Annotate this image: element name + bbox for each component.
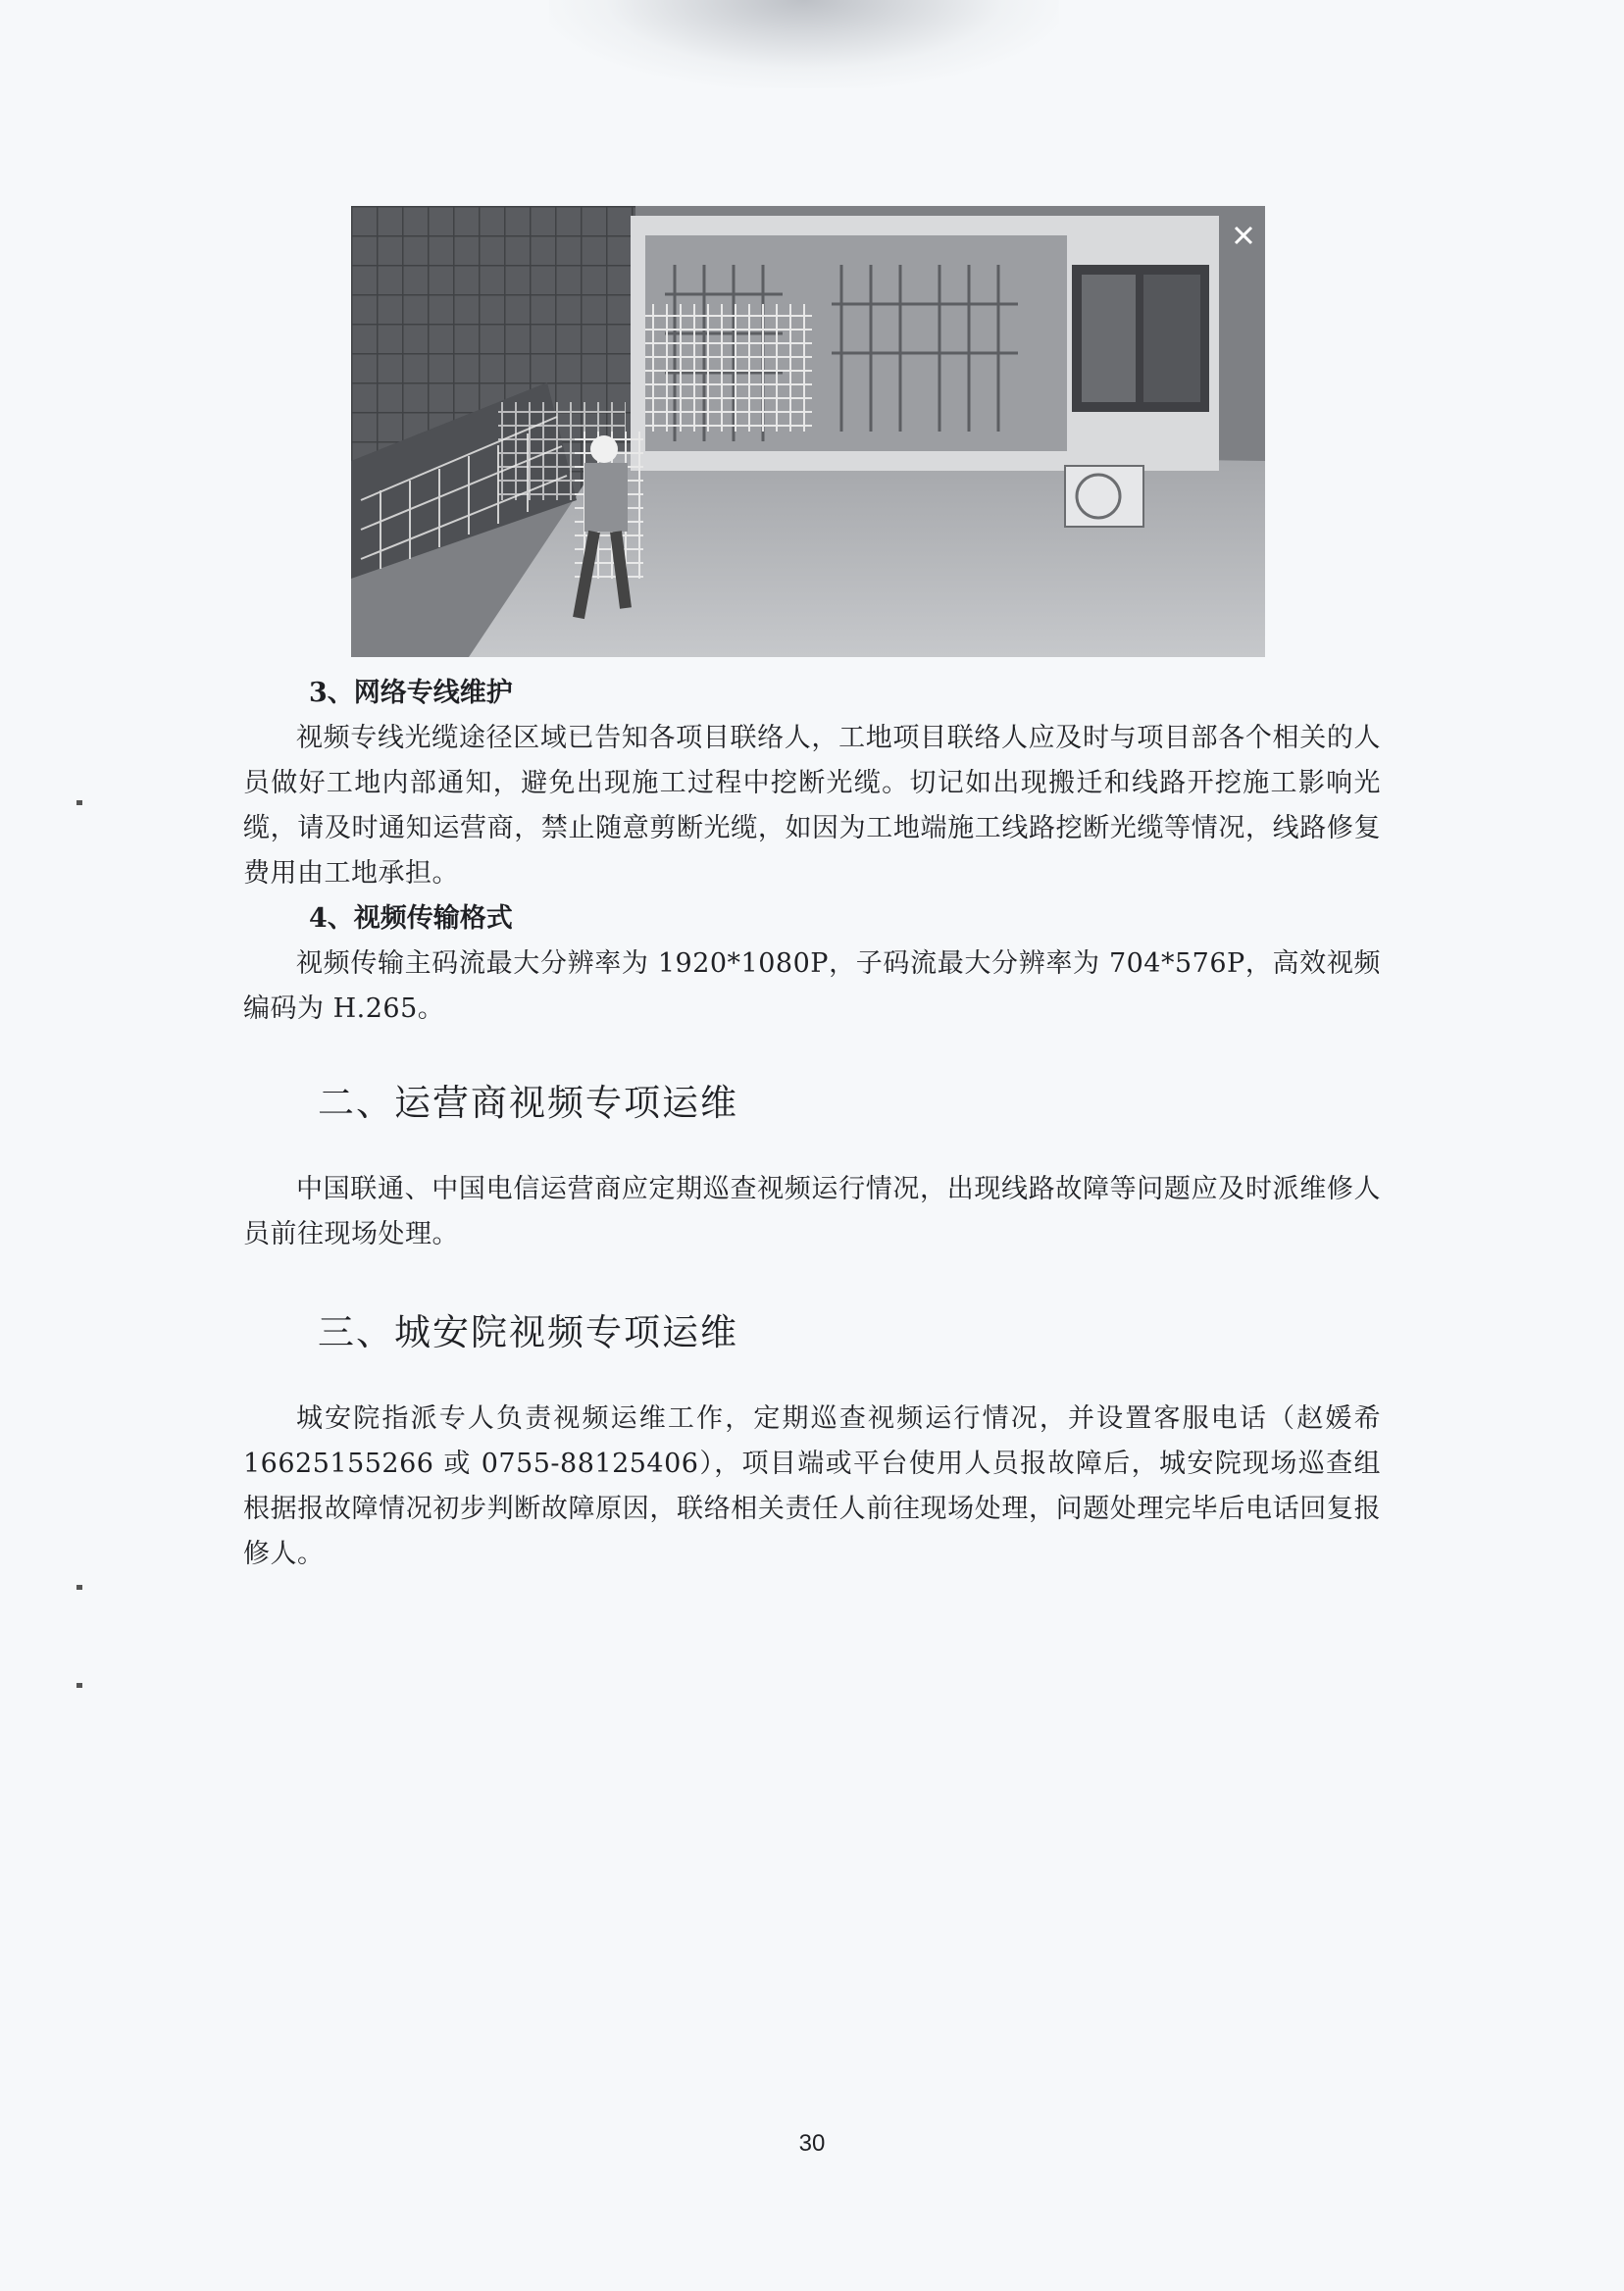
scan-mark: [76, 1585, 82, 1590]
document-body: [243, 671, 1381, 1577]
scan-mark: [76, 800, 82, 805]
paragraph-network: 视频专线光缆途径区域已告知各项目联络人，工地项目联络人应及时与项目部各个相关的人员做好工地内部通知，避免出现施工过程中挖断光缆。切记如出现搬迁和线路开挖施工影响光缆，请及时通知运营商，禁止随意剪断光缆，如因为工地端施工线路挖断光缆等情况，线路修复费用由工地承担。: [243, 723, 1381, 889]
page-number: 30: [798, 2130, 826, 2157]
paragraph-format: 视频传输主码流最大分辨率为 1920*1080P，子码流最大分辨率为 704*576P，高效视频编码为 H.265。: [243, 948, 1381, 1024]
scan-mark: [76, 1683, 82, 1688]
subheading-format: 4、视频传输格式: [309, 903, 513, 934]
paragraph-institute: 城安院指派专人负责视频运维工作，定期巡查视频运行情况，并设置客服电话（赵媛希 16625155266 或 0755-88125406），项目端或平台使用人员报故障后，城安院现场巡查组根据报故障情况初步判断故障原因，联络相关责任人前往现场处理，问题处理完毕后电话回复报修人。: [243, 1403, 1381, 1569]
section-heading-institute: 三、城安院视频专项运维: [318, 1311, 738, 1353]
section-heading-operator: 二、运营商视频专项运维: [318, 1082, 738, 1124]
surveillance-photo: [351, 206, 1265, 657]
subheading-network: 3、网络专线维护: [309, 678, 513, 708]
paragraph-operator: 中国联通、中国电信运营商应定期巡查视频运行情况，出现线路故障等问题应及时派维修人员前往现场处理。: [243, 1174, 1381, 1249]
scan-artifact: [549, 0, 1059, 88]
